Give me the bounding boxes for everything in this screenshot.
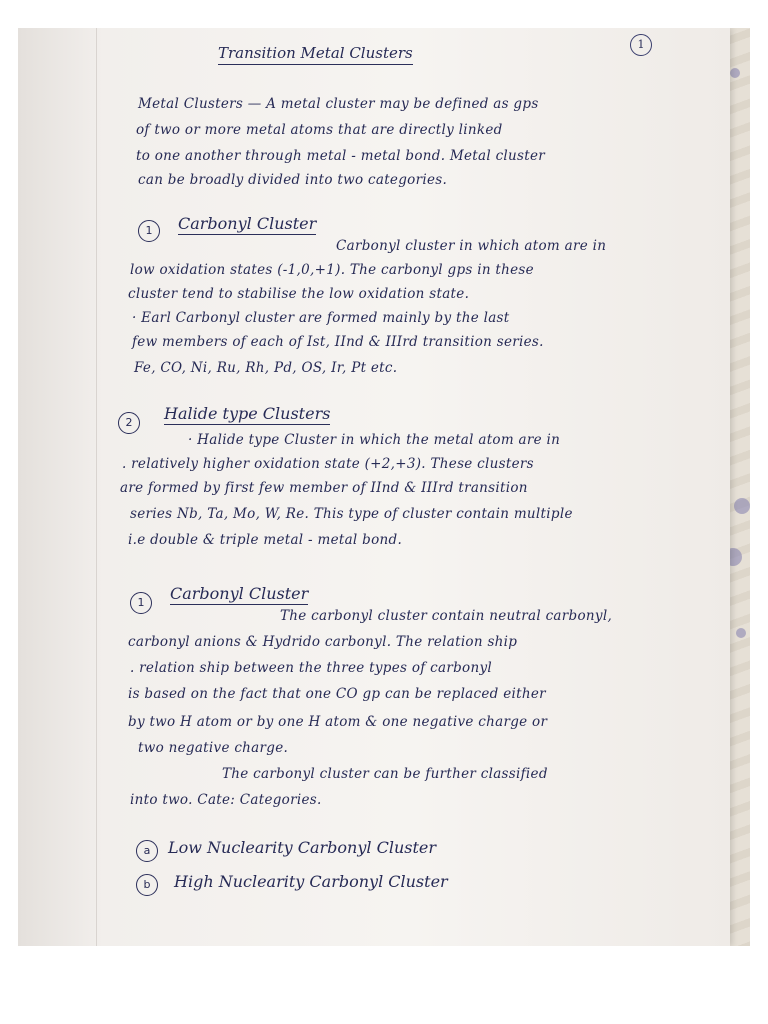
list-item: Low Nuclearity Carbonyl Cluster bbox=[168, 838, 437, 857]
section-heading: Halide type Clusters bbox=[164, 404, 331, 423]
page-number: 1 bbox=[630, 34, 652, 56]
intro-line: Metal Clusters — A metal cluster may be defined as gps bbox=[138, 96, 539, 112]
section-line: is based on the fact that one CO gp can be replaced either bbox=[128, 686, 546, 702]
page-title: Transition Metal Clusters bbox=[218, 44, 413, 65]
section-line: into two. Cate: Categories. bbox=[130, 792, 322, 808]
list-item: High Nuclearity Carbonyl Cluster bbox=[174, 872, 448, 891]
section-marker: 1 bbox=[130, 592, 152, 614]
notebook-page bbox=[18, 28, 730, 946]
section-line: The carbonyl cluster can be further classified bbox=[222, 766, 548, 782]
section-line: · Earl Carbonyl cluster are formed mainly by the last bbox=[132, 310, 510, 326]
section-line: . relatively higher oxidation state (+2,+3). These clusters bbox=[122, 456, 534, 472]
flower-pattern bbox=[730, 68, 740, 78]
intro-line: can be broadly divided into two categories. bbox=[138, 172, 448, 188]
section-line: by two H atom or by one H atom & one negative charge or bbox=[128, 714, 548, 730]
section-marker: 1 bbox=[138, 220, 160, 242]
list-marker: a bbox=[136, 840, 158, 862]
section-line: i.e double & triple metal - metal bond. bbox=[128, 532, 403, 548]
section-line: . relation ship between the three types of carbonyl bbox=[130, 660, 493, 676]
intro-line: to one another through metal - metal bond. Metal cluster bbox=[136, 148, 546, 164]
section-line: few members of each of Ist, IInd & IIIrd transition series. bbox=[132, 334, 544, 350]
section-line: low oxidation states (-1,0,+1). The carbonyl gps in these bbox=[130, 262, 534, 278]
section-line: The carbonyl cluster contain neutral carbonyl, bbox=[280, 608, 613, 624]
section-heading: Carbonyl Cluster bbox=[170, 584, 309, 603]
section-line: cluster tend to stabilise the low oxidation state. bbox=[128, 286, 470, 302]
list-marker: b bbox=[136, 874, 158, 896]
section-line: carbonyl anions & Hydrido carbonyl. The relation ship bbox=[128, 634, 518, 650]
section-line: Fe, CO, Ni, Ru, Rh, Pd, OS, Ir, Pt etc. bbox=[134, 360, 398, 376]
section-line: Carbonyl cluster in which atom are in bbox=[336, 238, 607, 254]
margin-line bbox=[96, 28, 97, 946]
photo-background bbox=[18, 28, 750, 946]
section-line: · Halide type Cluster in which the metal atom are in bbox=[188, 432, 561, 448]
section-marker: 2 bbox=[118, 412, 140, 434]
intro-line: of two or more metal atoms that are directly linked bbox=[136, 122, 503, 138]
flower-pattern bbox=[734, 498, 750, 514]
section-line: series Nb, Ta, Mo, W, Re. This type of cluster contain multiple bbox=[130, 506, 573, 522]
section-line: are formed by first few member of IInd & IIIrd transition bbox=[120, 480, 528, 496]
flower-pattern bbox=[736, 628, 746, 638]
section-line: two negative charge. bbox=[138, 740, 289, 756]
section-heading: Carbonyl Cluster bbox=[178, 214, 317, 233]
